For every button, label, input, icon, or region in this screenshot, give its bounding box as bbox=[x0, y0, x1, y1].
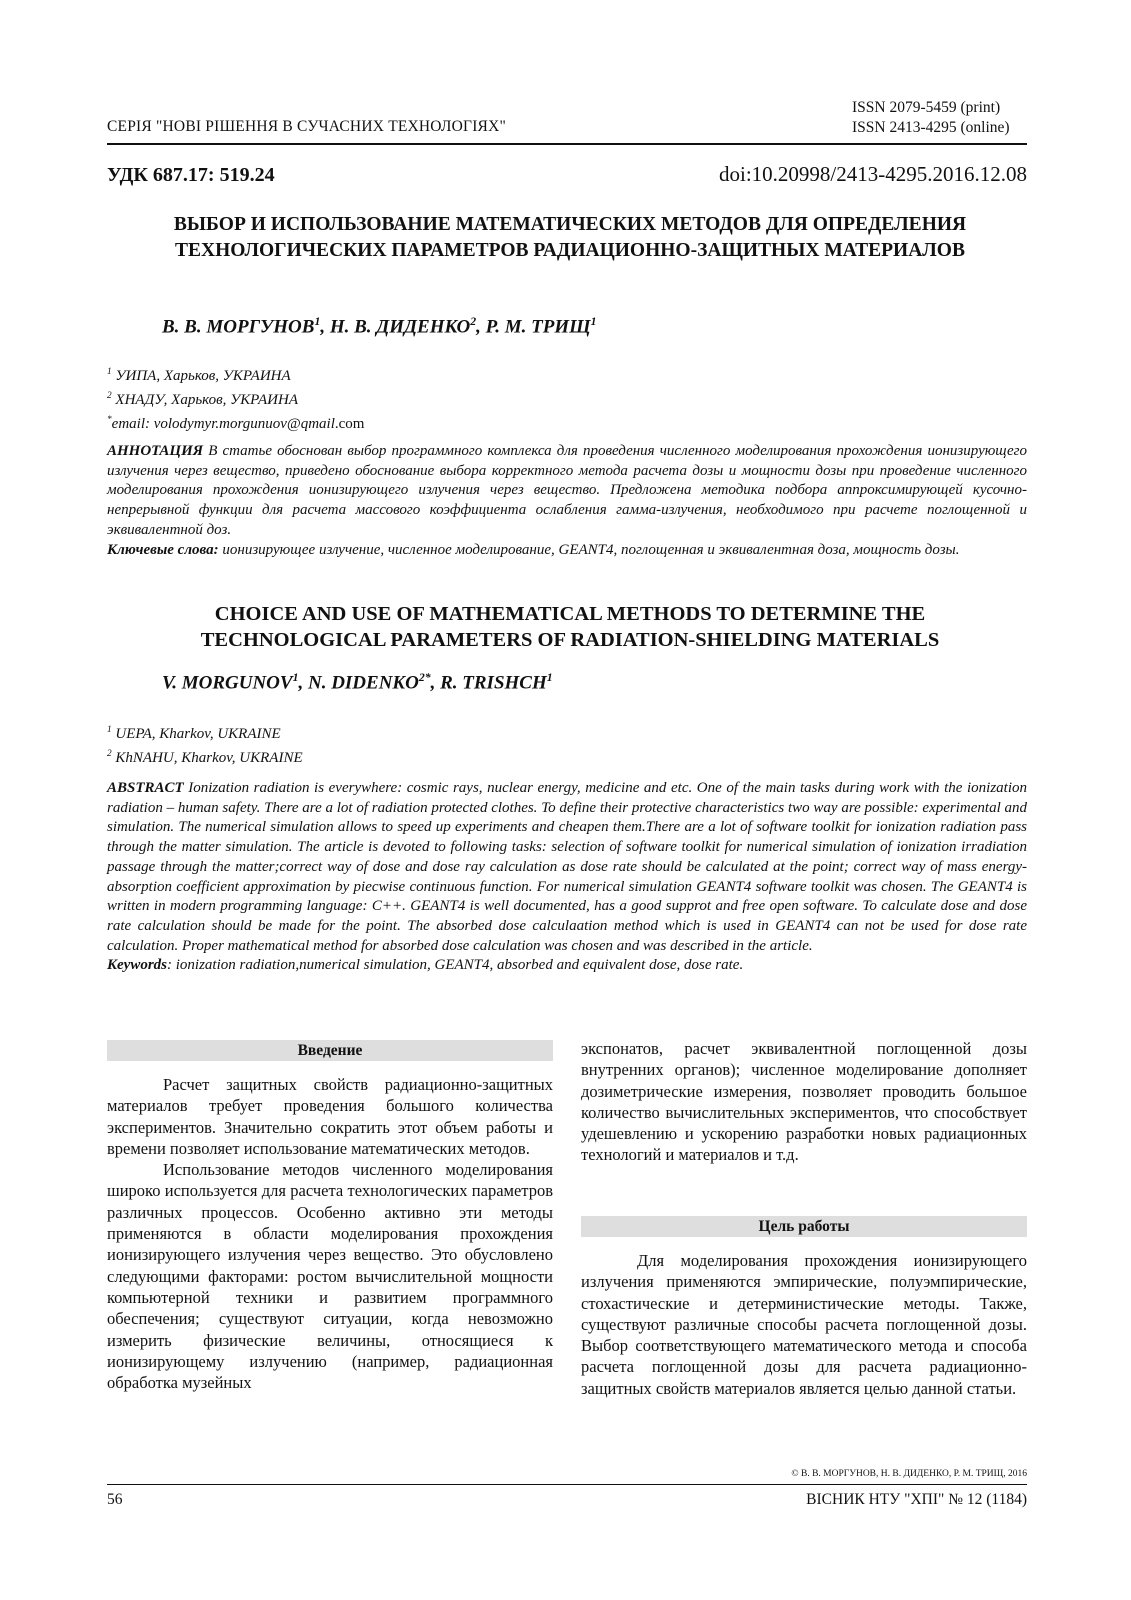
issn-block bbox=[852, 98, 1010, 138]
title-en: CHOICE AND USE OF MATHEMATICAL METHODS TO DETERMINE THE TECHNOLOGICAL PARAMETERS OF RADIATION-SHIELDING MATERIALS bbox=[200, 603, 940, 651]
abstract-en-label: ABSTRACT bbox=[107, 780, 184, 796]
title-ru: ВЫБОР И ИСПОЛЬЗОВАНИЕ МАТЕМАТИЧЕСКИХ МЕТОДОВ ДЛЯ ОПРЕДЕЛЕНИЯ ТЕХНОЛОГИЧЕСКИХ ПАРАМЕТРОВ РАДИАЦИОННО-ЗАЩИТНЫХ МАТЕРИАЛОВ bbox=[173, 214, 967, 261]
author-1-sup: 1 bbox=[314, 315, 321, 328]
abstract-en-text: Ionization radiation is everywhere: cosmic rays, nuclear energy, medicine and etc. One of the main tasks during work with the ionization radiation – human safety. There are a lot of radiation protected clothes. To define their protective characteristics two way are possible: experimental and simulation. The numerical simulation allows to speed up experiments and cheapen them.There are a lot of software toolkit for ionization radiation pass through the matter simulation. The article is devoted to following tasks: selection of software toolkit for numerical simulation of ionization irradiation passage through the matter;correct way of dose and dose ray calculation as dose rate should be calculated at the point; correct way of mass energy-absorption coefficient approximation by piecwise continuous function. For numerical simulation GEANT4 software toolkit was chosen. The GEANT4 is written in modern programming language: C++. GEANT4 is well documented, has a good supprot and free open software. To calculate dose and dose rate calculation should be made for the point. The absorbed dose calculaation method which is used in GEANT4 can not be used for dose rate calculation. Proper mathematical method for absorbed dose calculation was chosen and was described in the article. bbox=[107, 780, 1027, 954]
author-3: Р. М. ТРИЩ bbox=[485, 316, 591, 338]
author-2-sup: 2 bbox=[470, 315, 477, 328]
email: *email: volodymyr.morgunuov@qmail.com bbox=[107, 415, 365, 432]
issn-online: ISSN 2413-4295 (online) bbox=[852, 119, 1010, 136]
keywords-ru-label: Ключевые слова: bbox=[107, 541, 219, 558]
intro-paragraph-1: Расчет защитных свойств радиационно-защитных материалов требует проведения большого количества экспериментов. Значительно сократить этот объем работы и времени позволяет использование математических методов. bbox=[107, 1075, 553, 1158]
author-2: Н. В. ДИДЕНКО bbox=[329, 316, 471, 338]
column-left bbox=[107, 1074, 553, 1393]
intro-paragraph-2: Использование методов численного моделирования широко используется для расчета технологических параметров различных процессов. Особенно активно эти методы применяются в области моделирования прохождения ионизирующего излучения через вещество. Это обусловлено следующими факторами: ростом вычислительной мощности компьютерной техники и развитием программного обеспечения; существуют ситуации, когда невозможно измерить физические величины, относящиеся к ионизирующему излучению (например, радиационная обработка музейных bbox=[107, 1160, 553, 1393]
journal-name: ВІСНИК НТУ "ХПІ" № 12 (1184) bbox=[806, 1491, 1027, 1508]
column-right bbox=[581, 1038, 1027, 1166]
keywords-ru-text: ионизирующее излучение, численное моделирование, GEANT4, поглощенная и эквивалентная доза, мощность дозы. bbox=[222, 541, 960, 558]
affiliation-1: $^1$ УИПА, Харьков, УКРАИНА bbox=[107, 367, 291, 384]
abstract-ru-text: В статье обоснован выбор программного комплекса для проведения численного моделирования прохождения ионизирующего излучения через вещество, приведено обоснование выбора корректного метода расчета дозы и мощности дозы при проведение численного моделирования прохождения ионизирующего излучения через вещество. Предложена методика подбора аппроксимирующей кусочно-непрерывной функции для расчета массового коэффициента ослабления гамма-излучения, необходимого при расчете поглощенной и эквивалентной доз. bbox=[107, 443, 1028, 538]
goal-column bbox=[581, 1250, 1027, 1399]
affiliations-en bbox=[107, 720, 303, 768]
intro-continuation: экспонатов, расчет эквивалентной поглощенной дозы внутренних органов); численное моделирование дополняет дозиметрические измерения, позволяет проводить большое количество вычислительных экспериментов, что способствует удешевлению и ускорению разработки новых радиационных технологий и материалов и т.д. bbox=[581, 1039, 1027, 1165]
author-3-sup: 1 bbox=[590, 315, 597, 328]
abstract-ru-label: АННОТАЦИЯ bbox=[107, 443, 204, 459]
udc-code: УДК 687.17: 519.24 bbox=[107, 164, 275, 186]
section-heading-goal: Цель работы bbox=[581, 1216, 1027, 1237]
abstract-en bbox=[107, 779, 1027, 976]
page-number: 56 bbox=[107, 1491, 123, 1508]
issn-print: ISSN 2079-5459 (print) bbox=[852, 99, 1001, 116]
series-title: СЕРІЯ "НОВІ РІШЕННЯ В СУЧАСНИХ ТЕХНОЛОГІЯХ" bbox=[107, 118, 507, 135]
footer-rule bbox=[107, 1484, 1027, 1485]
header-rule bbox=[107, 143, 1027, 145]
affiliation-1-en: $^1$ UEPA, Kharkov, UKRAINE bbox=[107, 725, 281, 742]
copyright: © В. В. МОРГУНОВ, Н. В. ДИДЕНКО, Р. М. ТРИЩ, 2016 bbox=[791, 1469, 1027, 1479]
author-1: В. В. МОРГУНОВ bbox=[162, 316, 315, 338]
author-1-en: V. MORGUNOV bbox=[162, 672, 293, 694]
author-3-en: R. TRISHCH bbox=[440, 672, 547, 694]
section-heading-intro: Введение bbox=[107, 1040, 553, 1061]
doi: doi:10.20998/2413-4295.2016.12.08 bbox=[719, 162, 1027, 186]
affiliation-2: $^2$ ХНАДУ, Харьков, УКРАИНА bbox=[107, 391, 298, 408]
abstract-ru bbox=[107, 442, 1027, 560]
keywords-en-label: Keywords bbox=[107, 957, 167, 974]
authors-ru: В. В. МОРГУНОВ$^1$, Н. В. ДИДЕНКО$^2$, Р. М. ТРИЩ$^1$ bbox=[162, 315, 597, 338]
affiliation-2-en: $^2$ KhNAHU, Kharkov, UKRAINE bbox=[107, 749, 303, 766]
affiliations-ru bbox=[107, 362, 364, 434]
goal-paragraph-1: Для моделирования прохождения ионизирующего излучения применяются эмпирические, полуэмпирические, стохастические и детерминистические методы. Также, существуют различные способы расчета поглощенной дозы. Выбор соответствующего математического метода и способа расчета поглощенной дозы для расчета радиационно-защитных свойств материалов является целью данной статьи. bbox=[581, 1251, 1027, 1398]
keywords-en-text: : ionization radiation,numerical simulation, GEANT4, absorbed and equivalent dose, dose rate. bbox=[167, 957, 744, 974]
authors-en: V. MORGUNOV$^1$, N. $DIDENKO^{2*}$, R. TRISHCH$^1$ bbox=[162, 671, 553, 694]
author-2-en: N. DIDENKO bbox=[307, 672, 419, 694]
